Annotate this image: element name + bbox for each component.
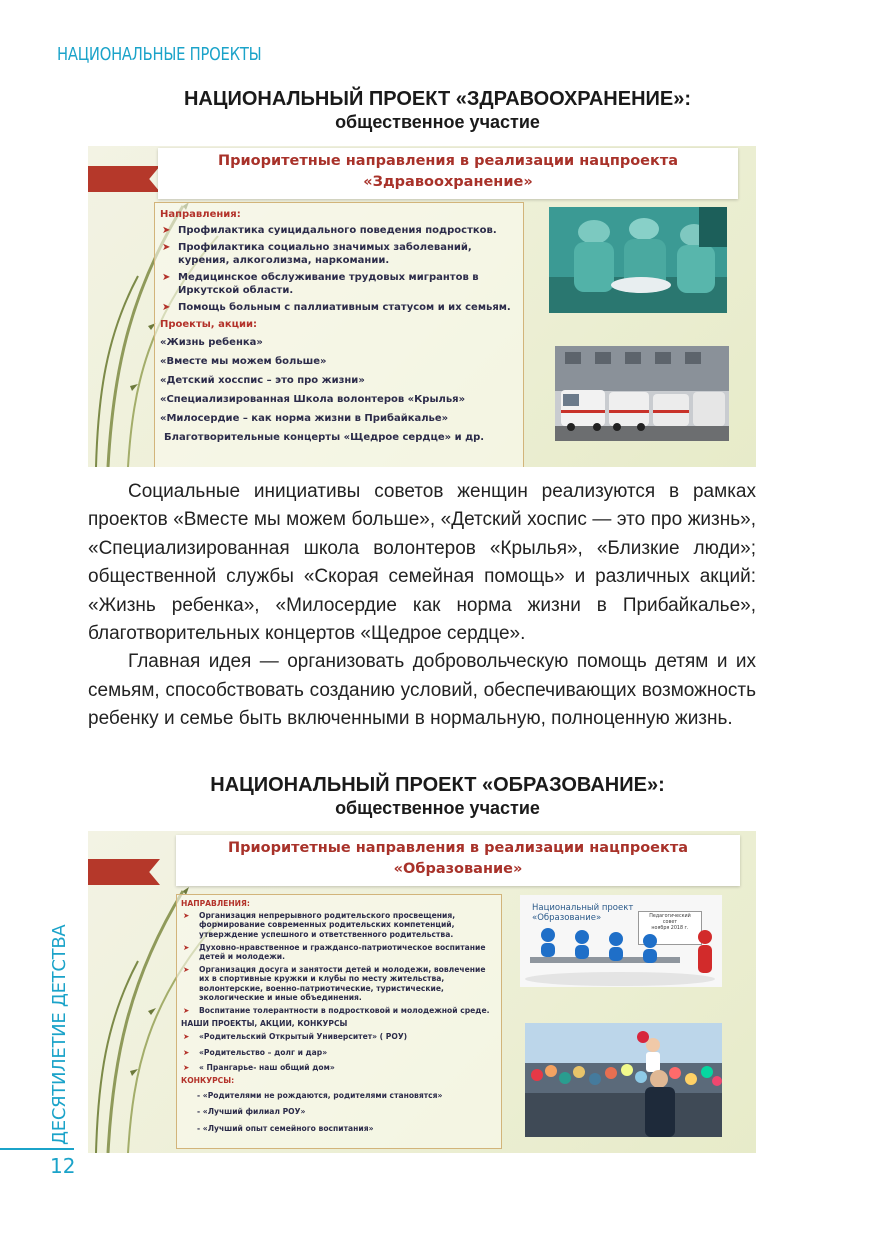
- slide-title: [176, 835, 740, 886]
- projects-heading: НАШИ ПРОЕКТЫ, АКЦИИ, КОНКУРСЫ: [181, 1019, 348, 1029]
- section1-subtitle: общественное участие: [335, 112, 540, 132]
- list-item: ➤ Организация непрерывного родительского просвещения, формирование современных родительских компетенций, утверждение успешного и ответственного родительства.: [181, 911, 497, 939]
- section2-subtitle: общественное участие: [335, 798, 540, 818]
- list-item: «Милосердие – как норма жизни в Прибайкалье»: [160, 413, 449, 424]
- directions-heading: НАПРАВЛЕНИЯ:: [181, 899, 250, 908]
- page-number: 12: [50, 1154, 76, 1178]
- parade-photo: [525, 1023, 722, 1137]
- ambulances-photo: [555, 346, 729, 441]
- projects-heading: Проекты, акции:: [160, 319, 258, 330]
- directions-list: [160, 224, 518, 314]
- directions-list: [181, 911, 497, 1015]
- sidebar-label: ДЕСЯТИЛЕТИЕ ДЕТСТВА: [49, 924, 70, 1145]
- title-ribbon: [88, 859, 160, 885]
- list-item: - «Лучший опыт семейного воспитания»: [197, 1123, 374, 1133]
- paragraph-2: Главная идея — организовать добровольческую помощь детям и их семьям, способствовать созданию условий, обеспечивающих возможность ребенку и семье быть включенными в нормальную, полноценную жизнь.: [88, 651, 756, 730]
- directions-heading: Направления:: [160, 209, 241, 220]
- surgery-photo: [549, 207, 727, 313]
- list-item: - «Лучший филиал РОУ»: [197, 1107, 306, 1117]
- list-item: ➤ «Родительство – долг и дар»: [181, 1048, 497, 1057]
- slide-title-line1: Приоритетные направления в реализации нацпроекта: [227, 840, 689, 856]
- education-content-box: [176, 894, 502, 1149]
- presentation-board: Педагогический совет ноября 2018 г.: [638, 911, 702, 945]
- slide-title: [158, 148, 738, 199]
- list-item: ➤ Духовно-нравственное и граждансо-патриотическое воспитание детей и молодежи.: [181, 943, 497, 961]
- slide-title-line2: «Образование»: [393, 861, 523, 877]
- slide-title-line1: Приоритетные направления в реализации нацпроекта: [217, 153, 679, 169]
- education-slide: [88, 831, 756, 1153]
- sidebar-rule: [0, 1148, 74, 1150]
- list-item: ➤ Профилактика суицидального поведения подростков.: [160, 224, 518, 237]
- section2-title: НАЦИОНАЛЬНЫЙ ПРОЕКТ «ОБРАЗОВАНИЕ»:: [210, 774, 665, 796]
- photo-caption: Национальный проект «Образование»: [532, 903, 634, 923]
- paragraph-1: Социальные инициативы советов женщин реализуются в рамках проектов «Вместе мы можем больше», «Детский хоспис — это про жизнь», «Специализированная школа волонтеров «Крылья», «Близкие люди»; общественной службы «Скорая семейная помощь» и различных акций: «Жизнь ребенка», «Милосердие как норма жизни в Прибайкалье», благотворительных концертов «Щедрое сердце».: [88, 481, 756, 645]
- list-item: «Жизнь ребенка»: [160, 337, 263, 348]
- contests-heading: КОНКУРСЫ:: [181, 1076, 235, 1086]
- list-item: «Вместе мы можем больше»: [160, 356, 327, 367]
- list-item: ➤ Организация досуга и занятости детей и молодежи, вовлечение их в спортивные кружки и клубы по месту жительства, волонтерские, военно-патриотические, туристические, экологические и иные объединения.: [181, 965, 497, 1002]
- list-item: - «Родителями не рождаются, родителями становятся»: [197, 1091, 443, 1101]
- section1-title: НАЦИОНАЛЬНЫЙ ПРОЕКТ «ЗДРАВООХРАНЕНИЕ»:: [183, 88, 692, 110]
- list-item: ➤ Профилактика социально значимых заболеваний, курения, алкоголизма, наркомании.: [160, 241, 518, 267]
- body-text: [88, 478, 756, 734]
- list-item: «Специализированная Школа волонтеров «Крылья»: [160, 394, 466, 405]
- list-item: ➤ Воспитание толерантности в подростковой и молодежной среде.: [181, 1006, 497, 1015]
- list-item: ➤ Медицинское обслуживание трудовых мигрантов в Иркутской области.: [160, 271, 518, 297]
- title-ribbon: [88, 166, 160, 192]
- education-3d-photo: [520, 895, 722, 987]
- list-item: ➤ «Родительский Открытый Университет» ( РОУ): [181, 1032, 497, 1041]
- list-item: «Детский хосспис – это про жизни»: [160, 375, 365, 386]
- running-header: НАЦИОНАЛЬНЫЕ ПРОЕКТЫ: [57, 44, 262, 65]
- health-slide: [88, 146, 756, 467]
- health-content-box: [154, 202, 524, 467]
- slide-title-line2: «Здравоохранение»: [363, 174, 533, 190]
- list-item: Благотворительные концерты «Щедрое сердце» и др.: [164, 432, 485, 443]
- list-item: ➤ « Прангарье- наш общий дом»: [181, 1063, 497, 1072]
- projects-list: [181, 1032, 497, 1072]
- list-item: ➤ Помощь больным с паллиативным статусом и их семьям.: [160, 301, 518, 314]
